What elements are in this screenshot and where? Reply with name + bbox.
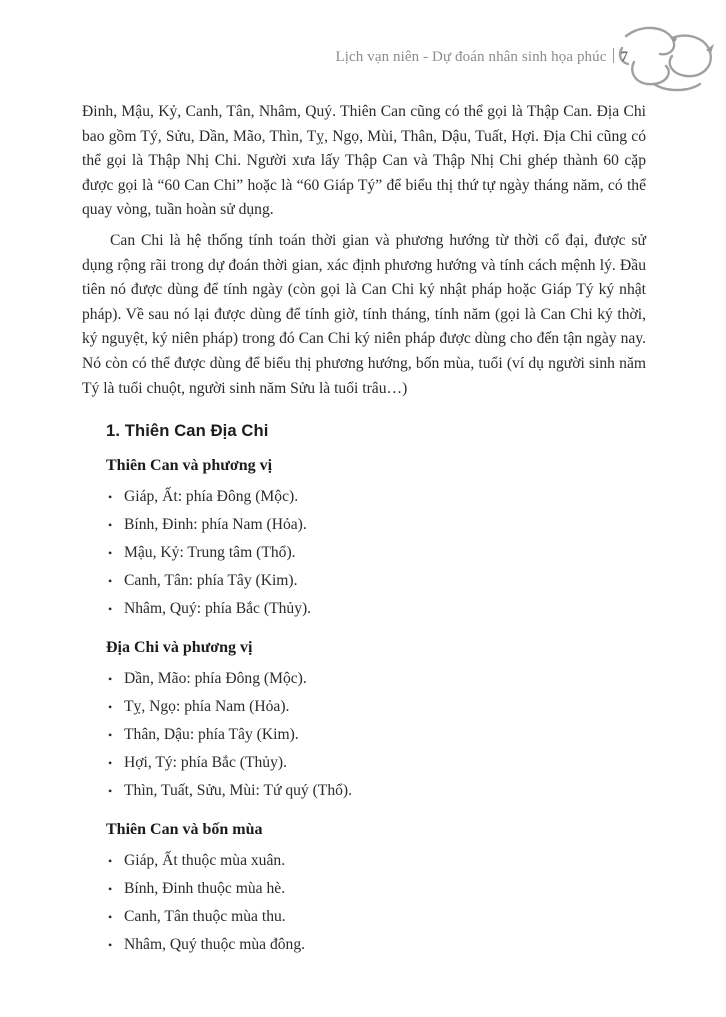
- list-item-text: Canh, Tân thuộc mùa thu.: [124, 908, 286, 926]
- bullet-icon: •: [108, 602, 113, 617]
- bullet-icon: •: [108, 910, 113, 925]
- bullet-icon: •: [108, 854, 113, 869]
- list-item: [106, 931, 646, 959]
- list-item: [106, 595, 646, 623]
- subsection-title: Thiên Can và bốn mùa: [106, 821, 263, 839]
- bullet-icon: •: [108, 490, 113, 505]
- subsection-title: Địa Chi và phương vị: [106, 639, 253, 657]
- list-item-text: Giáp, Ất thuộc mùa xuân.: [124, 852, 286, 870]
- list-item-text: Bính, Đinh: phía Nam (Hỏa).: [124, 516, 307, 534]
- list-item-text: Giáp, Ất: phía Đông (Mộc).: [124, 488, 299, 506]
- bullet-icon: •: [108, 784, 113, 799]
- page-number: 7: [620, 49, 628, 65]
- list-item-text: Nhâm, Quý: phía Bắc (Thủy).: [124, 600, 312, 618]
- bullet-icon: •: [108, 728, 113, 743]
- list-item-text: Thìn, Tuất, Sửu, Mùi: Tứ quý (Thổ).: [124, 782, 353, 800]
- list-item-text: Thân, Dậu: phía Tây (Kim).: [124, 726, 299, 744]
- header-divider: [613, 48, 614, 63]
- list-item: [106, 721, 646, 749]
- list-item-text: Bính, Đinh thuộc mùa hè.: [124, 880, 286, 898]
- list-item-text: Canh, Tân: phía Tây (Kim).: [124, 572, 298, 590]
- list-item: [106, 875, 646, 903]
- list-item: [106, 539, 646, 567]
- list-item: [106, 693, 646, 721]
- header-title: Lịch vạn niên - Dự đoán nhân sinh họa phúc: [335, 49, 607, 65]
- bullet-icon: •: [108, 546, 113, 561]
- list-item-text: Mậu, Kỷ: Trung tâm (Thổ).: [124, 544, 296, 562]
- bullet-icon: •: [108, 756, 113, 771]
- section-dia-chi-phuong-vi: [106, 639, 646, 805]
- bullet-icon: •: [108, 938, 113, 953]
- paragraph: Can Chi là hệ thống tính toán thời gian và phương hướng từ thời cổ đại, được sử dụng rộng rãi trong dự đoán thời gian, xác định phương hướng và tính cách mệnh lý. Đầu tiên nó được dùng để tính ngày (còn gọi là Can Chi ký nhật pháp hoặc Giáp Tý ký nhật pháp). Về sau nó lại được dùng để tính giờ, tính tháng, tính năm (gọi là Can Chi ký thời, ký nguyệt, ký niên pháp) trong đó Can Chi ký niên pháp được dùng cho đến tận ngày nay. Nó còn có thể được dùng để biểu thị phương hướng, bốn mùa, tuổi (ví dụ người sinh năm Tý là tuổi chuột, người sinh năm Sửu là tuổi trâu…): [82, 231, 646, 397]
- bullet-list: [106, 847, 646, 959]
- list-item: [106, 483, 646, 511]
- bullet-list: [106, 665, 646, 805]
- section-heading: 1. Thiên Can Địa Chi: [106, 421, 269, 441]
- list-item-text: Dần, Mão: phía Đông (Mộc).: [124, 670, 307, 688]
- list-item-text: Nhâm, Quý thuộc mùa đông.: [124, 936, 306, 954]
- section-thien-can-phuong-vi: [106, 457, 646, 623]
- bullet-icon: •: [108, 574, 113, 589]
- list-item: [106, 567, 646, 595]
- list-item: [106, 903, 646, 931]
- list-item: [106, 665, 646, 693]
- list-item-text: Tỵ, Ngọ: phía Nam (Hỏa).: [124, 698, 290, 716]
- bullet-icon: •: [108, 672, 113, 687]
- list-item: [106, 749, 646, 777]
- bullet-list: [106, 483, 646, 623]
- bullet-icon: •: [108, 882, 113, 897]
- list-item: [106, 777, 646, 805]
- subsection-title: Thiên Can và phương vị: [106, 457, 273, 475]
- bullet-icon: •: [108, 700, 113, 715]
- list-item: [106, 511, 646, 539]
- list-item: [106, 847, 646, 875]
- list-item-text: Hợi, Tý: phía Bắc (Thủy).: [124, 754, 287, 772]
- bullet-icon: •: [108, 518, 113, 533]
- section-thien-can-bon-mua: [106, 821, 646, 959]
- running-header: [82, 46, 646, 66]
- paragraph: Đinh, Mậu, Kỷ, Canh, Tân, Nhâm, Quý. Thiên Can cũng có thể gọi là Thập Can. Địa Chi bao gồm Tý, Sửu, Dần, Mão, Thìn, Tỵ, Ngọ, Mùi, Thân, Dậu, Tuất, Hợi. Địa Chi cũng có thể gọi là Thập Nhị Chi. Người xưa lấy Thập Can và Thập Nhị Chi ghép thành 60 cặp được gọi là “60 Can Chi” hoặc là “60 Giáp Tý” để biểu thị thứ tự ngày tháng năm, có thể quay vòng, tuần hoàn sử dụng.: [82, 103, 646, 219]
